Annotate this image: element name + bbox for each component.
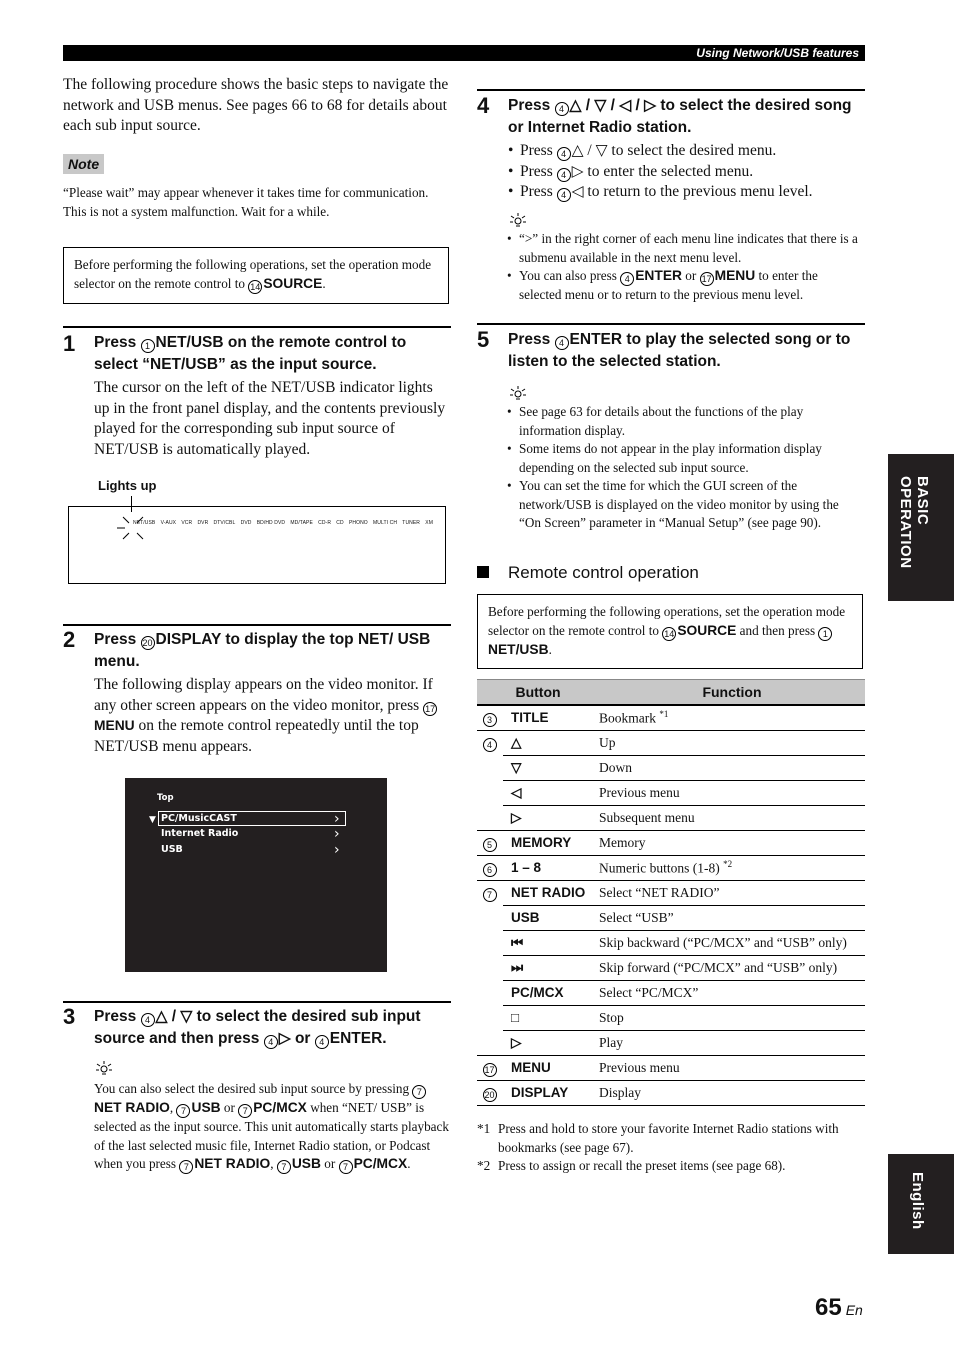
arrow: ▷ xyxy=(571,162,584,180)
precaution-end: . xyxy=(322,275,326,291)
function-text: Memory xyxy=(599,834,646,850)
row-index xyxy=(477,930,503,955)
function-text: Skip backward (“PC/MCX” and “USB” only) xyxy=(599,934,847,950)
or-word: or xyxy=(685,268,697,283)
function-text: Select “NET RADIO” xyxy=(599,884,720,900)
heading-square-icon xyxy=(477,566,489,578)
circle-7-icon: 7 xyxy=(179,1160,193,1174)
button-cell: ⏭ xyxy=(503,955,599,980)
box-mid: and then press xyxy=(739,622,816,638)
circle-4-icon: 4 xyxy=(141,1013,155,1027)
up-down-arrows: △ / ▽ xyxy=(155,1008,193,1025)
panel-indicator-label: DVR xyxy=(197,520,209,526)
function-cell xyxy=(599,980,865,1005)
circle-number-icon: 5 xyxy=(483,838,497,852)
gui-screen xyxy=(125,778,387,972)
function-cell xyxy=(599,880,865,905)
side-tab-label: English xyxy=(909,1172,926,1230)
footnotes xyxy=(477,1120,865,1176)
table-row xyxy=(477,830,865,855)
function-text: Stop xyxy=(599,1009,624,1025)
box-end: . xyxy=(548,641,552,657)
row-index xyxy=(477,705,503,730)
panel-indicator-label: NET/USB xyxy=(133,520,156,526)
or-word: or xyxy=(324,1156,336,1171)
function-cell xyxy=(599,930,865,955)
period: . xyxy=(407,1156,411,1171)
remote-heading: Remote control operation xyxy=(508,563,699,582)
list-item: • You can set the time for which the GUI screen of the network/USB is displayed on the video monitor by using the “On Screen” parameter in “Manual Setup” (see page 90). xyxy=(507,477,863,533)
circle-17-icon: 17 xyxy=(425,703,436,714)
comma: , xyxy=(270,1156,274,1171)
or-word: or xyxy=(223,1100,235,1115)
function-cell xyxy=(599,955,865,980)
gui-header: Top xyxy=(157,793,174,803)
button-cell: □ xyxy=(503,1005,599,1030)
function-cell xyxy=(599,830,865,855)
row-index xyxy=(477,805,503,830)
table-row xyxy=(477,705,865,730)
step1-rule xyxy=(63,326,451,328)
chevron-right-icon: › xyxy=(334,842,340,858)
step5-number: 5 xyxy=(477,327,490,352)
function-cell xyxy=(599,1005,865,1030)
step3-title xyxy=(94,1006,450,1050)
row-index xyxy=(477,855,503,880)
enter-control: ENTER xyxy=(569,331,623,348)
table-row xyxy=(477,880,865,905)
circle-1-icon: 1 xyxy=(818,627,832,641)
table-row xyxy=(477,1055,865,1080)
circle-4-icon: 4 xyxy=(555,102,569,116)
circle-14-icon: 14 xyxy=(250,281,261,292)
panel-indicator-label: DVD xyxy=(240,520,252,526)
table-row xyxy=(477,730,865,755)
step3-mid: to select the desired sub input source and then press xyxy=(94,1008,421,1047)
menu-control: MENU xyxy=(94,718,135,733)
table-row xyxy=(477,930,865,955)
bullet-pre: Press xyxy=(520,142,553,159)
net-radio-control: NET RADIO xyxy=(94,1100,170,1115)
button-cell: DISPLAY xyxy=(503,1080,599,1105)
function-cell xyxy=(599,1055,865,1080)
panel-indicator-label: TUNER xyxy=(402,520,421,526)
row-index xyxy=(477,980,503,1005)
panel-indicator-label: XM xyxy=(425,520,433,526)
step3-tip-mid: when “NET/ USB” is selected as the input source. This unit automatically starts playback of the last selected music file, Internet Radio station, or Podcast when you press xyxy=(94,1100,449,1171)
table-row xyxy=(477,780,865,805)
enter-control: ENTER xyxy=(635,268,682,283)
bullet-text: to select the desired menu. xyxy=(611,142,777,159)
row-index xyxy=(477,880,503,905)
step3-number: 3 xyxy=(63,1004,76,1029)
circle-4-icon: 4 xyxy=(557,147,571,161)
function-text: Subsequent menu xyxy=(599,809,695,825)
source-control: SOURCE xyxy=(677,622,737,638)
chevron-right-icon: › xyxy=(334,826,340,842)
footnote-mark: *2 xyxy=(477,1158,491,1173)
function-cell xyxy=(599,855,865,880)
row-index xyxy=(477,1080,503,1105)
button-cell: USB xyxy=(503,905,599,930)
arrow: △ / ▽ xyxy=(571,142,608,159)
step3-tip-pre: You can also select the desired sub input source by pressing xyxy=(94,1081,410,1096)
step5-post: to play the selected song or to listen to the selected station. xyxy=(508,331,851,370)
function-text: Display xyxy=(599,1084,641,1100)
list-item: • Some items do not appear in the play information display depending on the selected sub input source. xyxy=(507,440,863,477)
circle-number-icon: 17 xyxy=(484,1065,495,1075)
box-pre: Before performing the following operations, set the operation mode selector on the remote control to xyxy=(488,604,846,638)
step2-rule xyxy=(63,624,451,626)
page-num: 65 xyxy=(815,1294,842,1321)
usb-control: USB xyxy=(291,1156,321,1171)
button-cell: △ xyxy=(503,730,599,755)
function-cell xyxy=(599,1030,865,1055)
usb-control: USB xyxy=(191,1100,221,1115)
step4-number: 4 xyxy=(477,93,490,118)
footnote-text: Press and hold to store your favorite Internet Radio stations with bookmarks (see page 67). xyxy=(498,1121,839,1155)
step2-body-pre: The following display appears on the video monitor. If any other screen appears on the video monitor, press xyxy=(94,676,433,714)
precaution-text: Before performing the following operations, set the operation mode selector on the remote control to xyxy=(74,257,432,291)
table-row xyxy=(477,905,865,930)
step2-title xyxy=(94,629,450,673)
step1-title xyxy=(94,332,450,376)
section-title: Using Network/USB features xyxy=(696,46,859,60)
bullet-text: to return to the previous menu level. xyxy=(587,183,813,200)
step2-number: 2 xyxy=(63,627,76,652)
circle-4-icon: 4 xyxy=(264,1035,278,1049)
direction-arrows: △ / ▽ / ◁ / ▷ xyxy=(569,97,656,114)
list-item xyxy=(507,267,863,305)
panel-indicator-label: VCR xyxy=(181,520,193,526)
step4-post: to select the desired song or Internet Radio station. xyxy=(508,97,852,136)
gui-item-3[interactable]: USB xyxy=(161,844,183,855)
page-lang: En xyxy=(845,1302,863,1318)
list-item xyxy=(508,141,864,162)
source-control: SOURCE xyxy=(263,275,323,291)
circle-4-icon: 4 xyxy=(620,272,634,286)
front-panel-display xyxy=(68,506,446,584)
net-radio-control: NET RADIO xyxy=(194,1156,271,1171)
function-cell xyxy=(599,730,865,755)
function-table xyxy=(477,679,865,1106)
table-row xyxy=(477,855,865,880)
function-text: Previous menu xyxy=(599,784,680,800)
intro-text: The following procedure shows the basic steps to navigate the network and USB menus. See pages 66 to 68 for details about each sub input source. xyxy=(63,76,449,134)
precaution-box xyxy=(63,247,449,304)
bullet-text: to enter the selected menu. xyxy=(587,162,754,180)
function-cell xyxy=(599,1080,865,1105)
step4-tips xyxy=(507,230,863,305)
step3-rule xyxy=(63,1001,451,1003)
circle-7-icon: 7 xyxy=(277,1160,291,1174)
footnote-1 xyxy=(477,1120,865,1157)
function-text: Up xyxy=(599,734,616,750)
panel-indicator-label: MD/TAPE xyxy=(290,520,313,526)
tip-lightbulb-icon xyxy=(509,385,527,401)
circle-number-icon: 3 xyxy=(483,713,497,727)
button-cell: ▷ xyxy=(503,1030,599,1055)
table-row xyxy=(477,955,865,980)
button-cell: 1 – 8 xyxy=(503,855,599,880)
bullet-pre: Press xyxy=(520,183,553,200)
button-cell: PC/MCX xyxy=(503,980,599,1005)
panel-indicator-label: CD-R xyxy=(318,520,332,526)
step3-tip xyxy=(94,1080,450,1174)
circle-7-icon: 7 xyxy=(238,1104,252,1118)
list-item xyxy=(508,182,864,203)
panel-indicator-label: MULTI CH xyxy=(373,520,398,526)
button-cell: MENU xyxy=(503,1055,599,1080)
panel-indicator-label: PHONO xyxy=(348,520,368,526)
circle-number-icon: 20 xyxy=(484,1090,495,1100)
function-text: Select “PC/MCX” xyxy=(599,984,699,1000)
circle-20-icon: 20 xyxy=(142,638,153,648)
step1-number: 1 xyxy=(63,331,76,356)
step4-pre: Press xyxy=(508,97,551,114)
panel-indicator-label: BD/HD DVD xyxy=(256,520,286,526)
menu-control: MENU xyxy=(714,268,756,283)
circle-number-icon: 7 xyxy=(483,888,497,902)
remote-precaution-box xyxy=(477,594,863,669)
circle-7-icon: 7 xyxy=(176,1104,190,1118)
circle-14-icon: 14 xyxy=(664,628,675,639)
footnote-2 xyxy=(477,1157,865,1176)
step4-title xyxy=(508,95,864,139)
pcmcx-control: PC/MCX xyxy=(253,1100,307,1115)
circle-7-icon: 7 xyxy=(412,1085,426,1099)
row-index xyxy=(477,1055,503,1080)
gui-item-2[interactable]: Internet Radio xyxy=(161,828,239,839)
button-cell: ▽ xyxy=(503,755,599,780)
function-text: Select “USB” xyxy=(599,909,674,925)
list-item: • “>” in the right corner of each menu line indicates that there is a submenu available in the next menu level. xyxy=(507,230,863,267)
circle-4-icon: 4 xyxy=(315,1035,329,1049)
step2-pre: Press xyxy=(94,631,137,648)
button-cell: ◁ xyxy=(503,780,599,805)
footnote-ref: *2 xyxy=(723,858,733,869)
step2-post: to display the top NET/ USB menu. xyxy=(94,631,431,670)
list-item: • See page 63 for details about the functions of the play information display. xyxy=(507,403,863,440)
panel-indicator-label: DTV/CBL xyxy=(213,520,236,526)
function-text: Skip forward (“PC/MCX” and “USB” only) xyxy=(599,959,838,975)
row-index xyxy=(477,780,503,805)
panel-indicator-label: CD xyxy=(336,520,344,526)
function-cell xyxy=(599,705,865,730)
footnote-ref: *1 xyxy=(659,709,669,719)
table-row xyxy=(477,1005,865,1030)
enter-control: ENTER xyxy=(329,1030,383,1047)
table-row xyxy=(477,980,865,1005)
step1-post: on the remote control to select “NET/USB” as the input source. xyxy=(94,334,407,373)
step4-bullets xyxy=(508,141,864,203)
step1-pre: Press xyxy=(94,334,137,351)
tip-pre: You can also press xyxy=(519,268,617,283)
netusb-control: NET/USB xyxy=(488,641,549,657)
step1-body: The cursor on the left of the NET/USB indicator lights up in the front panel display, and the contents previously played for the corresponding sub input source of NET/USB is automatically played. xyxy=(94,379,446,458)
circle-1-icon: 1 xyxy=(141,339,155,353)
step5-title xyxy=(508,329,864,373)
circle-4-icon: 4 xyxy=(555,336,569,350)
row-index xyxy=(477,1005,503,1030)
comma: , xyxy=(169,1100,174,1115)
footnote-mark: *1 xyxy=(477,1121,491,1136)
arrow: ◁ xyxy=(571,183,584,200)
function-text: Bookmark xyxy=(599,710,656,726)
function-cell xyxy=(599,755,865,780)
gui-item-1[interactable]: PC/MusicCAST xyxy=(161,813,237,824)
gui-cursor-icon: ▼ xyxy=(149,815,156,825)
table-row xyxy=(477,805,865,830)
tip-post: to enter the selected menu or to return to the previous menu level. xyxy=(519,268,818,302)
function-header: Function xyxy=(599,680,865,706)
circle-4-icon: 4 xyxy=(557,168,571,182)
function-text: Play xyxy=(599,1034,624,1050)
button-header: Button xyxy=(477,680,599,706)
row-index xyxy=(477,955,503,980)
step5-pre: Press xyxy=(508,331,551,348)
chevron-right-icon: › xyxy=(334,811,340,827)
button-cell: TITLE xyxy=(503,705,599,730)
button-cell: NET RADIO xyxy=(503,880,599,905)
circle-4-icon: 4 xyxy=(557,188,571,202)
row-index xyxy=(477,755,503,780)
footnote-text: Press to assign or recall the preset items (see page 68). xyxy=(498,1158,786,1173)
table-row xyxy=(477,755,865,780)
row-index xyxy=(477,830,503,855)
side-tab-english[interactable] xyxy=(888,1154,954,1254)
button-cell: ⏮ xyxy=(503,930,599,955)
page-number xyxy=(815,1294,863,1322)
lights-up-label: Lights up xyxy=(98,478,157,493)
side-tab-basic-operation[interactable] xyxy=(888,454,954,601)
step2-body xyxy=(94,675,450,757)
function-text: Previous menu xyxy=(599,1059,680,1075)
tip-lightbulb-icon xyxy=(95,1060,113,1076)
side-tab-label: BASIC OPERATION xyxy=(897,476,931,569)
step5-rule xyxy=(477,323,865,325)
circle-17-icon: 17 xyxy=(701,274,712,284)
step2-body-post: on the remote control repeatedly until the top NET/USB menu appears. xyxy=(94,717,419,755)
button-cell: MEMORY xyxy=(503,830,599,855)
step5-tips xyxy=(507,403,863,533)
function-cell xyxy=(599,905,865,930)
row-index xyxy=(477,730,503,755)
right-arrow: ▷ xyxy=(278,1030,291,1047)
function-text: Numeric buttons (1-8) xyxy=(599,860,720,876)
panel-indicator-label: V-AUX xyxy=(160,520,177,526)
display-control: DISPLAY xyxy=(155,631,222,648)
function-cell xyxy=(599,805,865,830)
row-index xyxy=(477,1030,503,1055)
tip-lightbulb-icon xyxy=(509,212,527,228)
note-label: Note xyxy=(63,154,104,174)
circle-7-icon: 7 xyxy=(339,1160,353,1174)
header-bar xyxy=(63,45,865,61)
step3-or: or xyxy=(294,1030,311,1047)
function-text: Down xyxy=(599,759,632,775)
note-text: “Please wait” may appear whenever it takes time for communication. This is not a system malfunction. Wait for a while. xyxy=(63,185,429,219)
button-cell: ▷ xyxy=(503,805,599,830)
circle-number-icon: 4 xyxy=(483,738,497,752)
panel-labels xyxy=(133,519,433,527)
pcmcx-control: PC/MCX xyxy=(353,1156,408,1171)
table-row xyxy=(477,1030,865,1055)
netusb-control: NET/USB xyxy=(155,334,224,351)
list-item xyxy=(508,162,864,183)
step3-end: . xyxy=(382,1030,387,1047)
table-row xyxy=(477,1080,865,1105)
step3-pre: Press xyxy=(94,1008,137,1025)
circle-number-icon: 6 xyxy=(483,863,497,877)
step4-rule xyxy=(477,89,865,91)
function-cell xyxy=(599,780,865,805)
bullet-pre: Press xyxy=(520,162,553,180)
row-index xyxy=(477,905,503,930)
